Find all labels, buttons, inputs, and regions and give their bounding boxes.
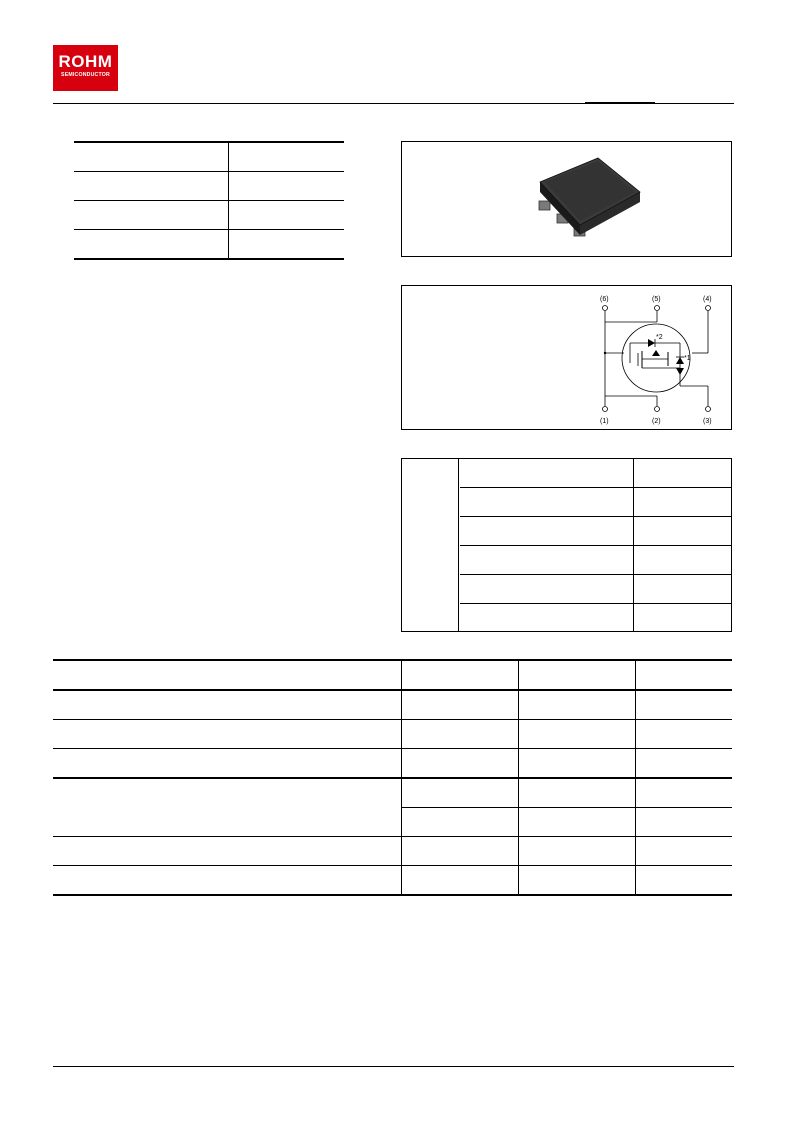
- table-cell: [53, 749, 402, 779]
- table-cell: [636, 778, 733, 808]
- table-cell: [74, 142, 229, 172]
- package-image: [402, 142, 733, 258]
- pin-label-6: (6): [600, 296, 609, 303]
- table-cell: [636, 720, 733, 749]
- table-cell: [229, 142, 345, 172]
- table-row: [74, 201, 344, 230]
- table-cell: [53, 720, 402, 749]
- table-cell: [53, 660, 402, 690]
- table-cell: [53, 866, 402, 896]
- table-cell: [519, 720, 636, 749]
- table-cell: [460, 517, 634, 546]
- table-row: [74, 230, 344, 260]
- spec-table: [74, 141, 344, 260]
- packaging-label-column: [402, 459, 459, 631]
- pin-label-4: (4): [703, 296, 712, 303]
- ratings-table: [53, 659, 732, 896]
- pin-label-5: (5): [652, 296, 661, 303]
- footer-rule: [53, 1066, 734, 1067]
- table-cell: [634, 546, 732, 575]
- table-cell: [74, 201, 229, 230]
- table-cell: [519, 690, 636, 720]
- package-box: [401, 141, 732, 257]
- table-cell: [519, 749, 636, 779]
- table-row: [53, 866, 732, 896]
- rohm-logo: [53, 45, 118, 91]
- table-cell: [53, 690, 402, 720]
- table-cell: [460, 459, 634, 488]
- table-row: [460, 604, 731, 633]
- header-rule-accent: [585, 102, 655, 104]
- table-cell: [636, 660, 733, 690]
- table-cell: [402, 808, 519, 837]
- internal-circuit-diagram: [402, 286, 733, 431]
- table-row: [53, 720, 732, 749]
- table-cell: [519, 837, 636, 866]
- table-cell: [402, 837, 519, 866]
- table-row: [74, 142, 344, 172]
- table-row: [74, 172, 344, 201]
- table-cell: [402, 690, 519, 720]
- table-cell: [460, 604, 634, 633]
- table-cell: [636, 808, 733, 837]
- table-row: [53, 837, 732, 866]
- table-cell: [402, 866, 519, 896]
- table-cell: [636, 690, 733, 720]
- pin-label-1: (1): [600, 418, 609, 425]
- table-row: [53, 778, 732, 808]
- table-cell: [229, 172, 345, 201]
- table-cell: [634, 517, 732, 546]
- packaging-table: [460, 459, 731, 632]
- table-cell: [519, 660, 636, 690]
- table-cell: [402, 660, 519, 690]
- logo-subtext: SEMICONDUCTOR: [61, 72, 110, 78]
- table-cell: [402, 778, 519, 808]
- table-row: [460, 546, 731, 575]
- table-cell: [519, 778, 636, 808]
- table-cell: [636, 837, 733, 866]
- table-cell: [519, 808, 636, 837]
- table-cell: [634, 604, 732, 633]
- table-cell: [74, 230, 229, 260]
- table-header-row: [53, 660, 732, 690]
- note-1: *1: [684, 355, 691, 362]
- note-2: *2: [656, 334, 663, 341]
- table-cell: [53, 837, 402, 866]
- table-cell: [229, 230, 345, 260]
- table-cell: [402, 720, 519, 749]
- table-cell: [460, 575, 634, 604]
- schematic-box: [401, 285, 732, 430]
- table-cell: [53, 778, 402, 837]
- table-cell: [74, 172, 229, 201]
- table-cell: [634, 575, 732, 604]
- table-cell: [634, 459, 732, 488]
- table-row: [53, 749, 732, 779]
- table-row: [460, 488, 731, 517]
- pin-label-2: (2): [652, 418, 661, 425]
- table-cell: [460, 546, 634, 575]
- table-cell: [519, 866, 636, 896]
- table-row: [460, 459, 731, 488]
- table-cell: [636, 866, 733, 896]
- table-row: [460, 517, 731, 546]
- table-cell: [402, 749, 519, 779]
- logo-text: ROHM: [58, 52, 113, 71]
- pin-label-3: (3): [703, 418, 712, 425]
- table-row: [460, 575, 731, 604]
- packaging-box: [401, 458, 732, 632]
- table-row: [53, 690, 732, 720]
- table-cell: [634, 488, 732, 517]
- table-cell: [460, 488, 634, 517]
- table-cell: [229, 201, 345, 230]
- table-cell: [636, 749, 733, 779]
